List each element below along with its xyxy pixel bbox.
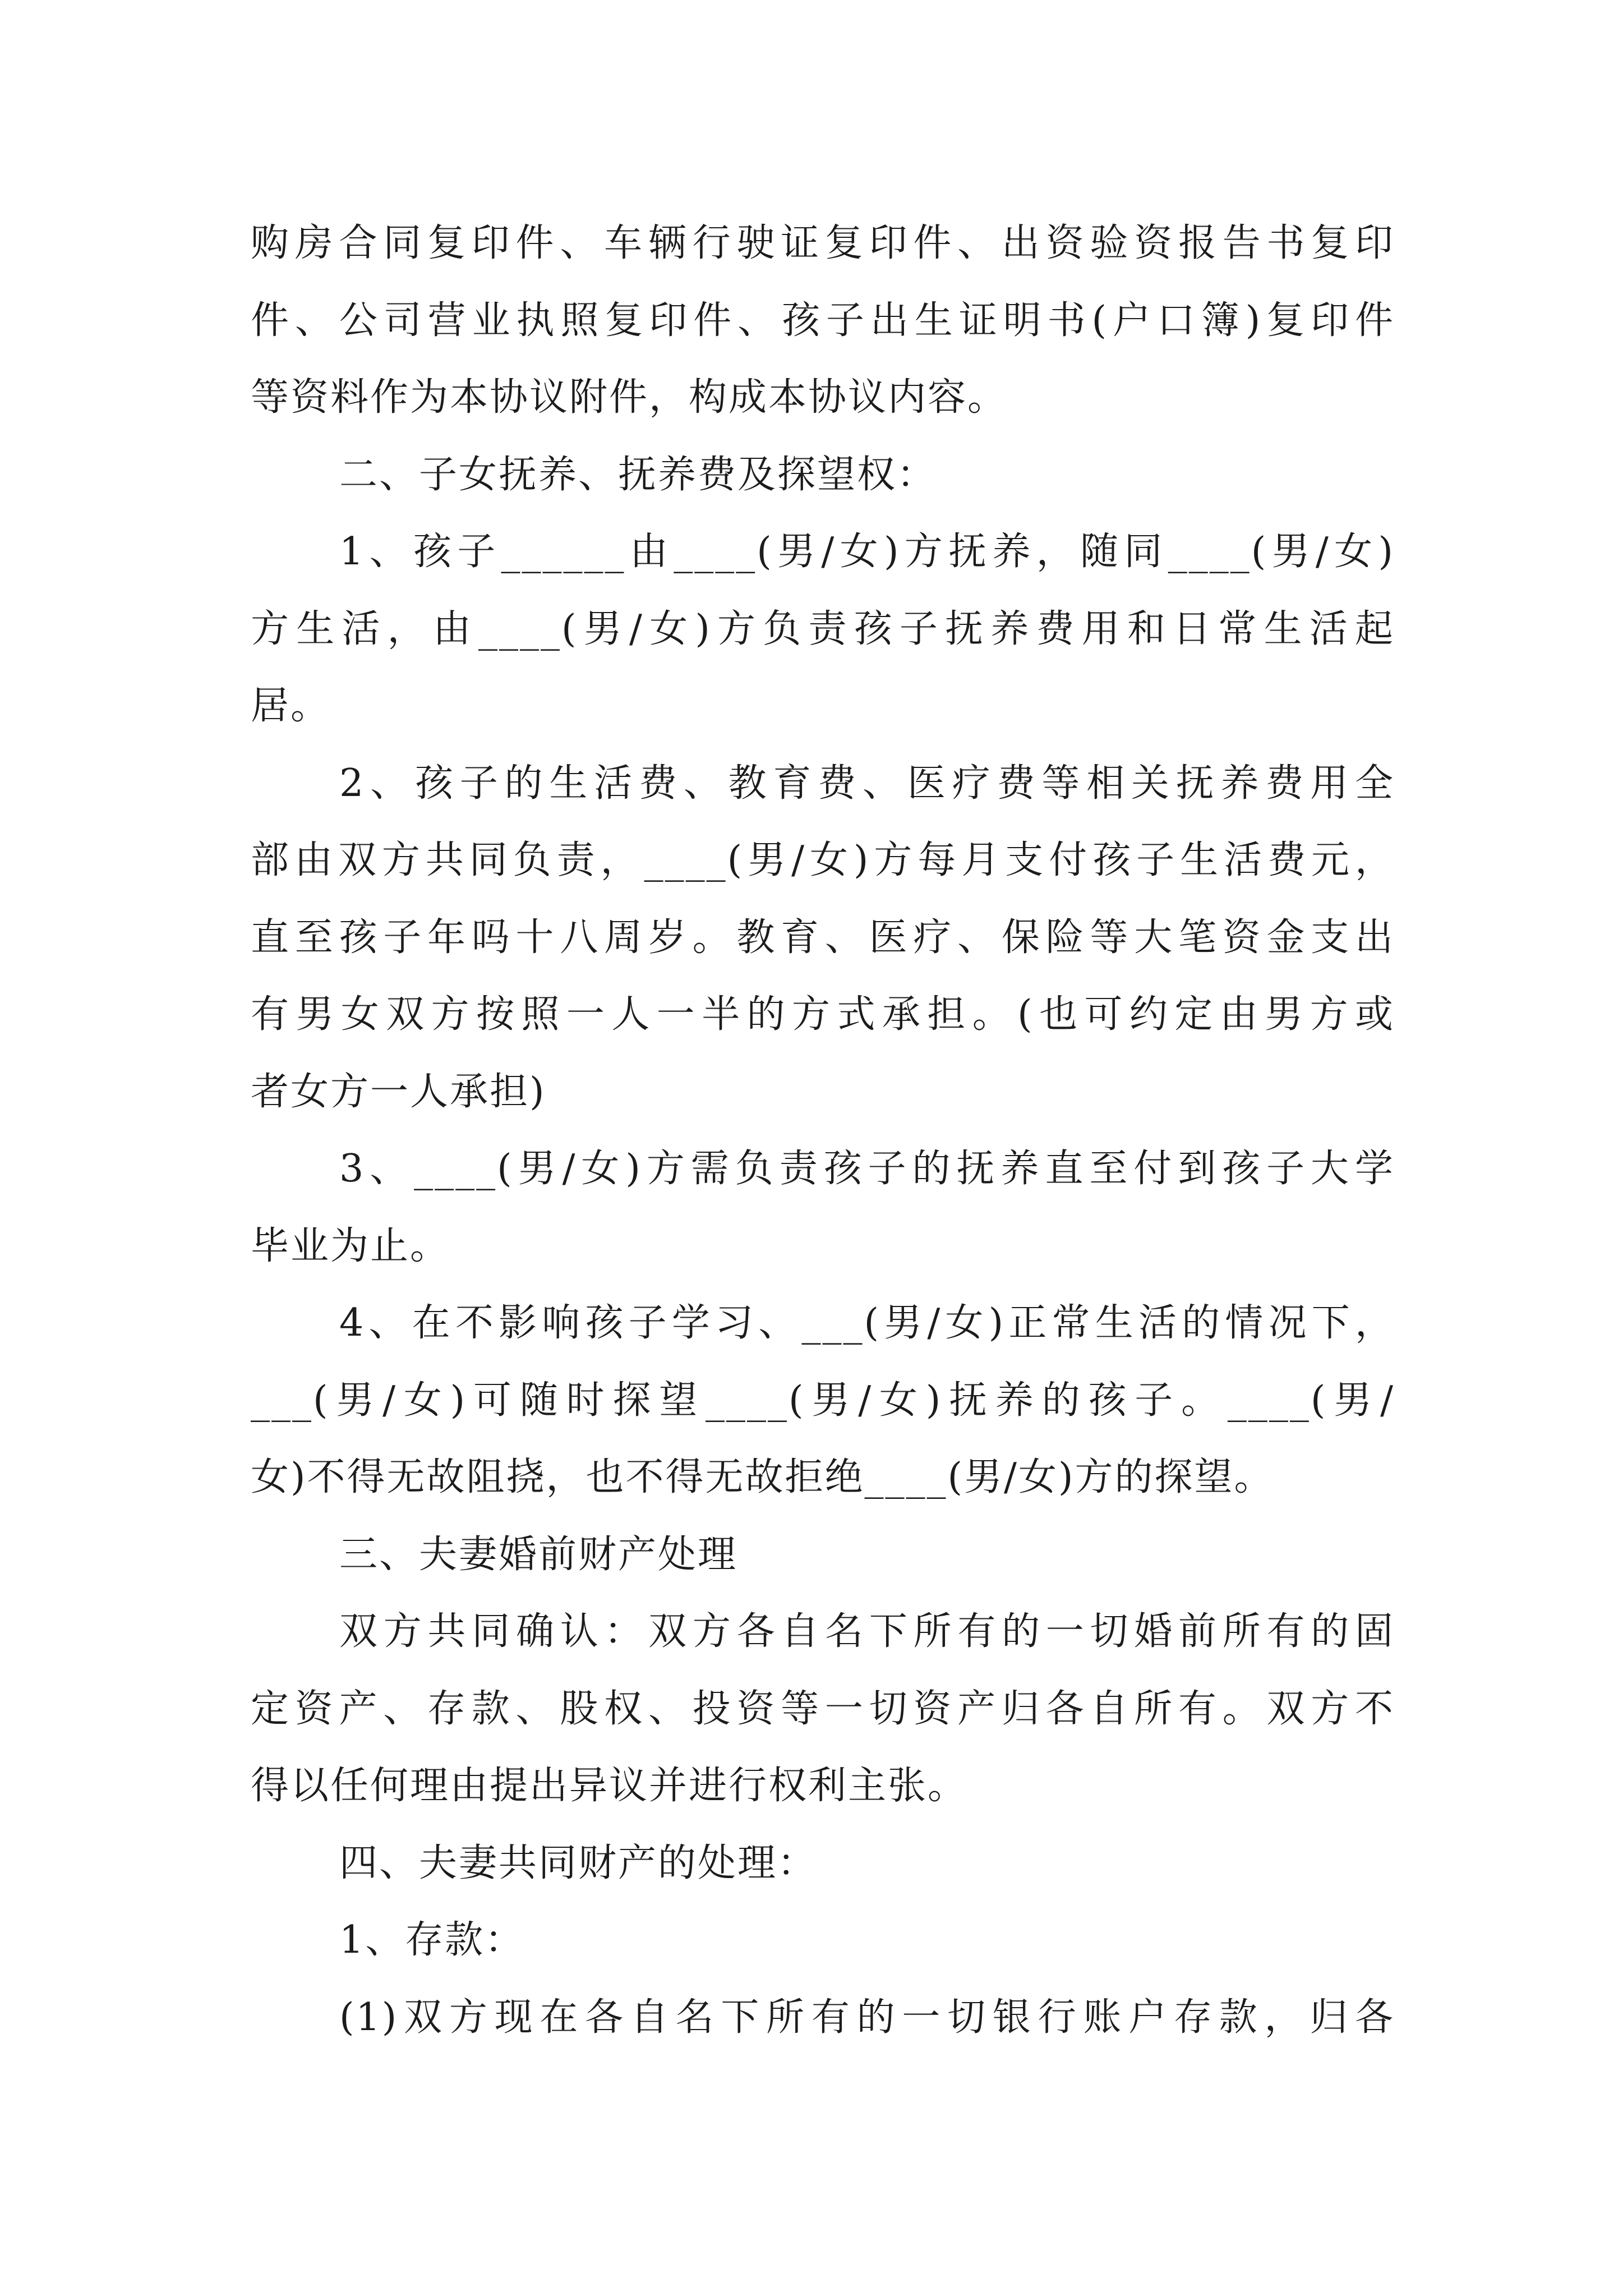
text-line: 等资料作为本协议附件，构成本协议内容。 [251,375,1008,420]
paragraph-premarital-confirmation [251,1593,1395,1825]
text-line: 件、公司营业执照复印件、孩子出生证明书(户口簿)复印件 [251,298,1395,343]
section-heading: 三、夫妻婚前财产处理 [339,1532,738,1577]
paragraph-deposits-1 [251,1979,1395,2056]
paragraph-attachments [251,205,1395,436]
text-line: 者女方一人承担) [251,1069,546,1114]
section-heading-joint-property [251,1825,1395,1902]
subsection-heading: 1、存款： [339,1918,525,1962]
section-heading-premarital-property [251,1516,1395,1594]
text-line: 2、孩子的生活费、教育费、医疗费等相关抚养费用全 [339,761,1395,806]
text-line: 女)不得无故阻挠，也不得无故拒绝____(男/女)方的探望。 [251,1455,1274,1499]
text-line: 居。 [251,684,331,728]
text-line: 定资产、存款、股权、投资等一切资产归各自所有。双方不 [251,1686,1395,1731]
section-heading: 四、夫妻共同财产的处理： [339,1841,818,1885]
subheading-deposits [251,1902,1395,1979]
section-heading-child-support [251,436,1395,514]
paragraph-clause-1 [251,513,1395,745]
text-line: ___(男/女)可随时探望____(男/女)抚养的孩子。____(男/ [251,1378,1395,1423]
text-line: (1)双方现在各自名下所有的一切银行账户存款，归各 [339,1995,1395,2040]
paragraph-clause-3 [251,1130,1395,1285]
document-body [251,205,1395,2056]
text-line: 直至孩子年吗十八周岁。教育、医疗、保险等大笔资金支出 [251,915,1395,960]
text-line: 1、孩子______由____(男/女)方抚养，随同____(男/女) [339,530,1395,574]
section-heading: 二、子女抚养、抚养费及探望权： [339,452,937,497]
text-line: 双方共同确认：双方各自名下所有的一切婚前所有的固 [339,1609,1395,1654]
text-line: 3、____(男/女)方需负责孩子的抚养直至付到孩子大学 [339,1147,1395,1191]
text-line: 购房合同复印件、车辆行驶证复印件、出资验资报告书复印 [251,221,1395,265]
text-line: 方生活，由____(男/女)方负责孩子抚养费用和日常生活起 [251,606,1395,651]
text-line: 得以任何理由提出异议并进行权利主张。 [251,1764,968,1808]
text-line: 毕业为止。 [251,1223,450,1268]
text-line: 4、在不影响孩子学习、___(男/女)正常生活的情况下， [339,1301,1395,1345]
paragraph-clause-4 [251,1285,1395,1516]
paragraph-clause-2 [251,745,1395,1131]
text-line: 部由双方共同负责，____(男/女)方每月支付孩子生活费元， [251,838,1395,882]
text-line: 有男女双方按照一人一半的方式承担。(也可约定由男方或 [251,992,1395,1037]
